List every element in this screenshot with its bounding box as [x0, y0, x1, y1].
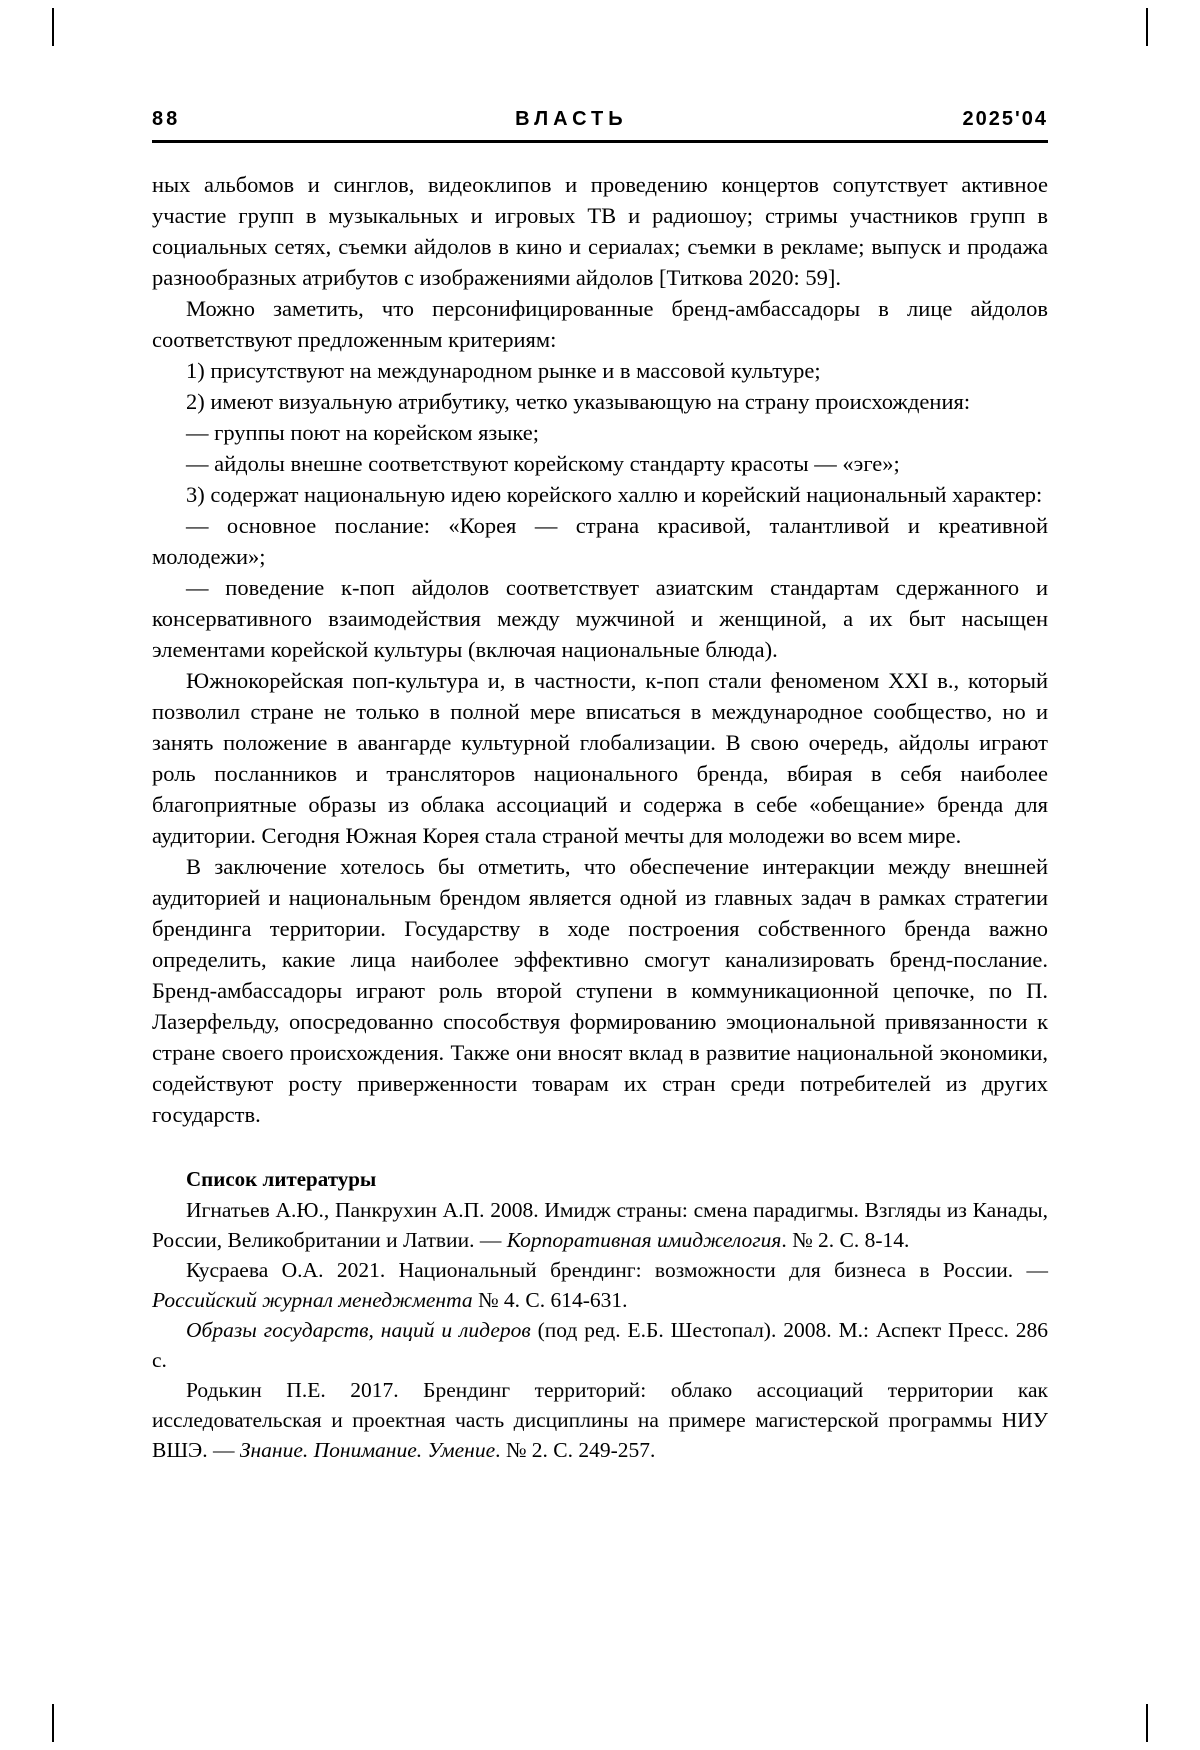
body-paragraph: 3) содержат национальную идею корейского халлю и корейский национальный характер: [186, 482, 1043, 507]
body-paragraph: 1) присутствуют на международном рынке и в массовой культуре; [186, 358, 821, 383]
reference-item [152, 1195, 1048, 1255]
body-paragraph: ных альбомов и синглов, видеоклипов и проведению концертов сопутствует активное участие групп в музыкальных и игровых ТВ и радиошоу; стримы участников групп в социальных сетях, съемки айдолов в кино и сериалах; съемки в рекламе; выпуск и продажа разнообразных атрибутов с изображениями айдолов [Титкова 2020: 59]. [152, 172, 1048, 290]
reference-text-after: № 4. С. 614-631. [472, 1288, 628, 1312]
reference-source-title: Образы государств, наций и лидеров [186, 1318, 531, 1342]
reference-text-before: Игнатьев А.Ю., Панкрухин А.П. 2008. Имидж страны: смена парадигмы. Взгляды из Канады, России, Великобритании и Латвии. — [152, 1198, 1048, 1252]
reference-text-after: . № 2. С. 249-257. [495, 1438, 656, 1462]
body-paragraph: — группы поют на корейском языке; [186, 420, 540, 445]
reference-text-after: (под ред. Е.Б. Шестопал). 2008. М.: Аспект Пресс. 286 с. [152, 1318, 1048, 1372]
reference-item [152, 1255, 1048, 1315]
body-paragraph: Можно заметить, что персонифицированные бренд-амбассадоры в лице айдолов соответствуют предложенным критериям: [152, 296, 1048, 352]
body-paragraph: — поведение к-поп айдолов соответствует азиатским стандартам сдержанного и консервативного взаимодействия между мужчиной и женщиной, а их быт насыщен элементами корейской культуры (включая национальные блюда). [152, 575, 1048, 662]
reference-item [152, 1315, 1048, 1375]
body-paragraph: 2) имеют визуальную атрибутику, четко указывающую на страну происхождения: [186, 389, 971, 414]
reference-source-title: Знание. Понимание. Умение [239, 1438, 496, 1462]
reference-text-after: . № 2. С. 8-14. [781, 1228, 910, 1252]
page-number: 88 [152, 108, 181, 130]
crop-mark-bottom-right [1146, 1704, 1148, 1742]
references-heading: Список литературы [186, 1167, 377, 1191]
reference-text-before: Родькин П.Е. 2017. Брендинг территорий: облако ассоциаций территории как исследовательская и проектная часть дисциплины на примере магистерской программы НИУ ВШЭ. — [152, 1378, 1048, 1462]
body-paragraph: — основное послание: «Корея — страна красивой, талантливой и креативной молодежи»; [152, 513, 1048, 569]
reference-text-before: Кусраева О.А. 2021. Национальный брендинг: возможности для бизнеса в России. — [186, 1258, 1048, 1282]
body-paragraph: — айдолы внешне соответствуют корейскому стандарту красоты — «эге»; [186, 451, 900, 476]
reference-source-title: Российский журнал менеджмента [152, 1288, 473, 1312]
body-paragraph: Южнокорейская поп-культура и, в частности, к-поп стали феноменом XXI в., который позволил стране не только в полной мере вписаться в международное сообщество, но и занять положение в авангарде культурной глобализации. В свою очередь, айдолы играют роль посланников и трансляторов национального бренда, вбирая в себя наиболее благоприятные образы из облака ассоциаций и содержа в себе «обещание» бренда для аудитории. Сегодня Южная Корея стала страной мечты для молодежи во всем мире. [152, 668, 1048, 848]
running-head [152, 108, 1048, 140]
crop-mark-bottom-left [52, 1704, 54, 1742]
reference-source-title: Корпоративная имиджелогия [506, 1228, 782, 1252]
issue-label: 2025'04 [962, 108, 1048, 130]
crop-mark-top-left [52, 8, 54, 46]
reference-item [152, 1375, 1048, 1465]
header-rule [152, 140, 1048, 143]
body-paragraph: В заключение хотелось бы отметить, что обеспечение интеракции между внешней аудиторией и национальным брендом является одной из главных задач в рамках стратегии брендинга территории. Государству в ходе построения собственного бренда важно определить, какие лица наиболее эффективно смогут канализировать бренд-послание. Бренд-амбассадоры играют роль второй ступени в коммуникационной цепочке, по П. Лазерфельду, опосредованно способствуя формированию эмоциональной привязанности к стране своего происхождения. Также они вносят вклад в развитие национальной экономики, содействуют росту приверженности товарам их стран среди потребителей из других государств. [152, 854, 1048, 1127]
journal-title: ВЛАСТЬ [515, 108, 628, 130]
crop-mark-top-right [1146, 8, 1148, 46]
page-content [152, 108, 1048, 1465]
